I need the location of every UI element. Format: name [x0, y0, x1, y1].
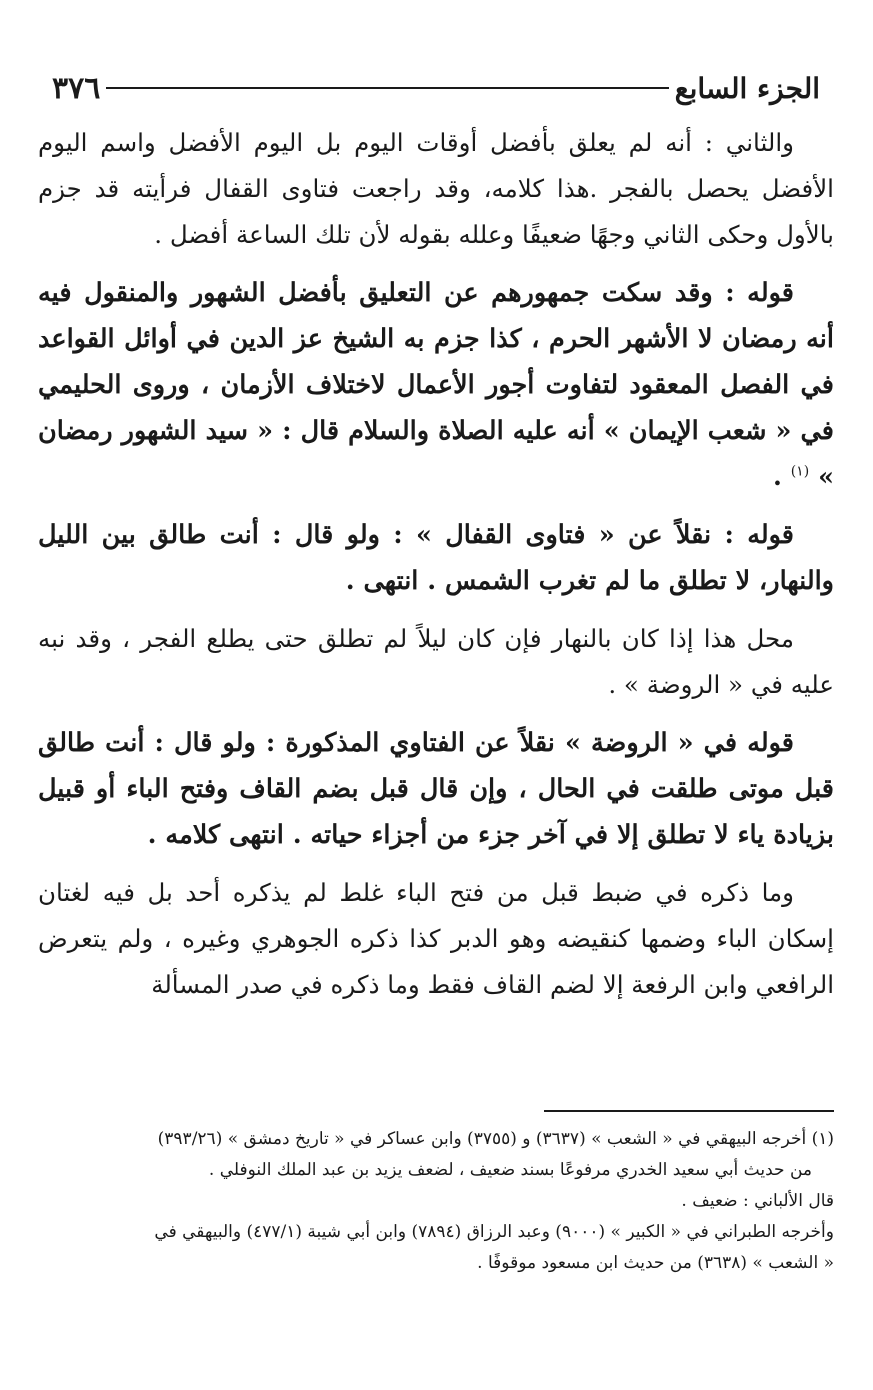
footnote-line: من حديث أبي سعيد الخدري مرفوعًا بسند ضعيف ، لضعف يزيد بن عبد الملك النوفلي . [208, 1160, 812, 1180]
footnote-separator [544, 1110, 834, 1112]
paragraph-6: وما ذكره في ضبط قبل من فتح الباء غلط لم يذكره أحد بل فيه لغتان إسكان الباء وضمها كنقيضه وهو الدبر كذا ذكره الجوهري وغيره ، ولم يتعرض الرافعي وابن الرفعة إلا لضم القاف فقط وما ذكره في صدر المسألة [38, 878, 834, 999]
paragraph-2 [38, 270, 834, 500]
footnote-line: (١) أخرجه البيهقي في « الشعب » (٣٦٣٧) و (٣٧٥٥) وابن عساكر في « تاريخ دمشق » (٣٩٣/٢٦) [157, 1129, 834, 1149]
paragraph-3: قوله : نقلاً عن « فتاوى القفال » : ولو قال : أنت طالق بين الليل والنهار، لا تطلق ما لم تغرب الشمس . انتهى . [38, 520, 834, 596]
page-header [38, 62, 834, 114]
paragraph-5: قوله في « الروضة » نقلاً عن الفتاوي المذكورة : ولو قال : أنت طالق قبل موتى طلقت في الحال ، وإن قال قبل بضم القاف وفتح الباء أو قبيل بزيادة ياء لا تطلق إلا في آخر جزء من أجزاء حياته . انتهى كلامه . [38, 728, 834, 850]
paragraph-2-end: . [772, 462, 791, 492]
header-rule [106, 87, 668, 89]
book-page [38, 62, 834, 1362]
footnote-line: قال الألباني : ضعيف . [681, 1191, 834, 1211]
footnote-line: « الشعب » (٣٦٣٨) من حديث ابن مسعود موقوفًا . [477, 1253, 834, 1273]
footnote-line: وأخرجه الطبراني في « الكبير » (٩٠٠٠) وعبد الرزاق (٧٨٩٤) وابن أبي شيبة (٤٧٧/١) والبيهقي في [154, 1222, 834, 1242]
paragraph-2-text: قوله : وقد سكت جمهورهم عن التعليق بأفضل الشهور والمنقول فيه أنه رمضان لا الأشهر الحرم ، كذا جزم به الشيخ عز الدين في أوائل القواعد في الفصل المعقود لتفاوت أجور الأعمال لاختلاف الأزمان ، وروى الحليمي في « شعب الإيمان » أنه عليه الصلاة والسلام قال : « سيد الشهور رمضان » [38, 278, 834, 492]
running-title: الجزء السابع [674, 71, 820, 105]
paragraph-4: محل هذا إذا كان بالنهار فإن كان ليلاً لم تطلق حتى يطلع الفجر ، وقد نبه عليه في « الروضة » . [38, 624, 834, 699]
paragraph-1: والثاني : أنه لم يعلق بأفضل أوقات اليوم بل اليوم الأفضل واسم اليوم الأفضل يحصل بالفجر .هذا كلامه، وقد راجعت فتاوى القفال فرأيته قد جزم بالأول وحكى الثاني وجهًا ضعيفًا وعلله بقوله لأن تلك الساعة أفضل . [38, 128, 834, 249]
footnotes [38, 1124, 834, 1279]
page-number: ٣٧٦ [52, 70, 101, 106]
footnote-ref[interactable]: (١) [790, 463, 810, 480]
